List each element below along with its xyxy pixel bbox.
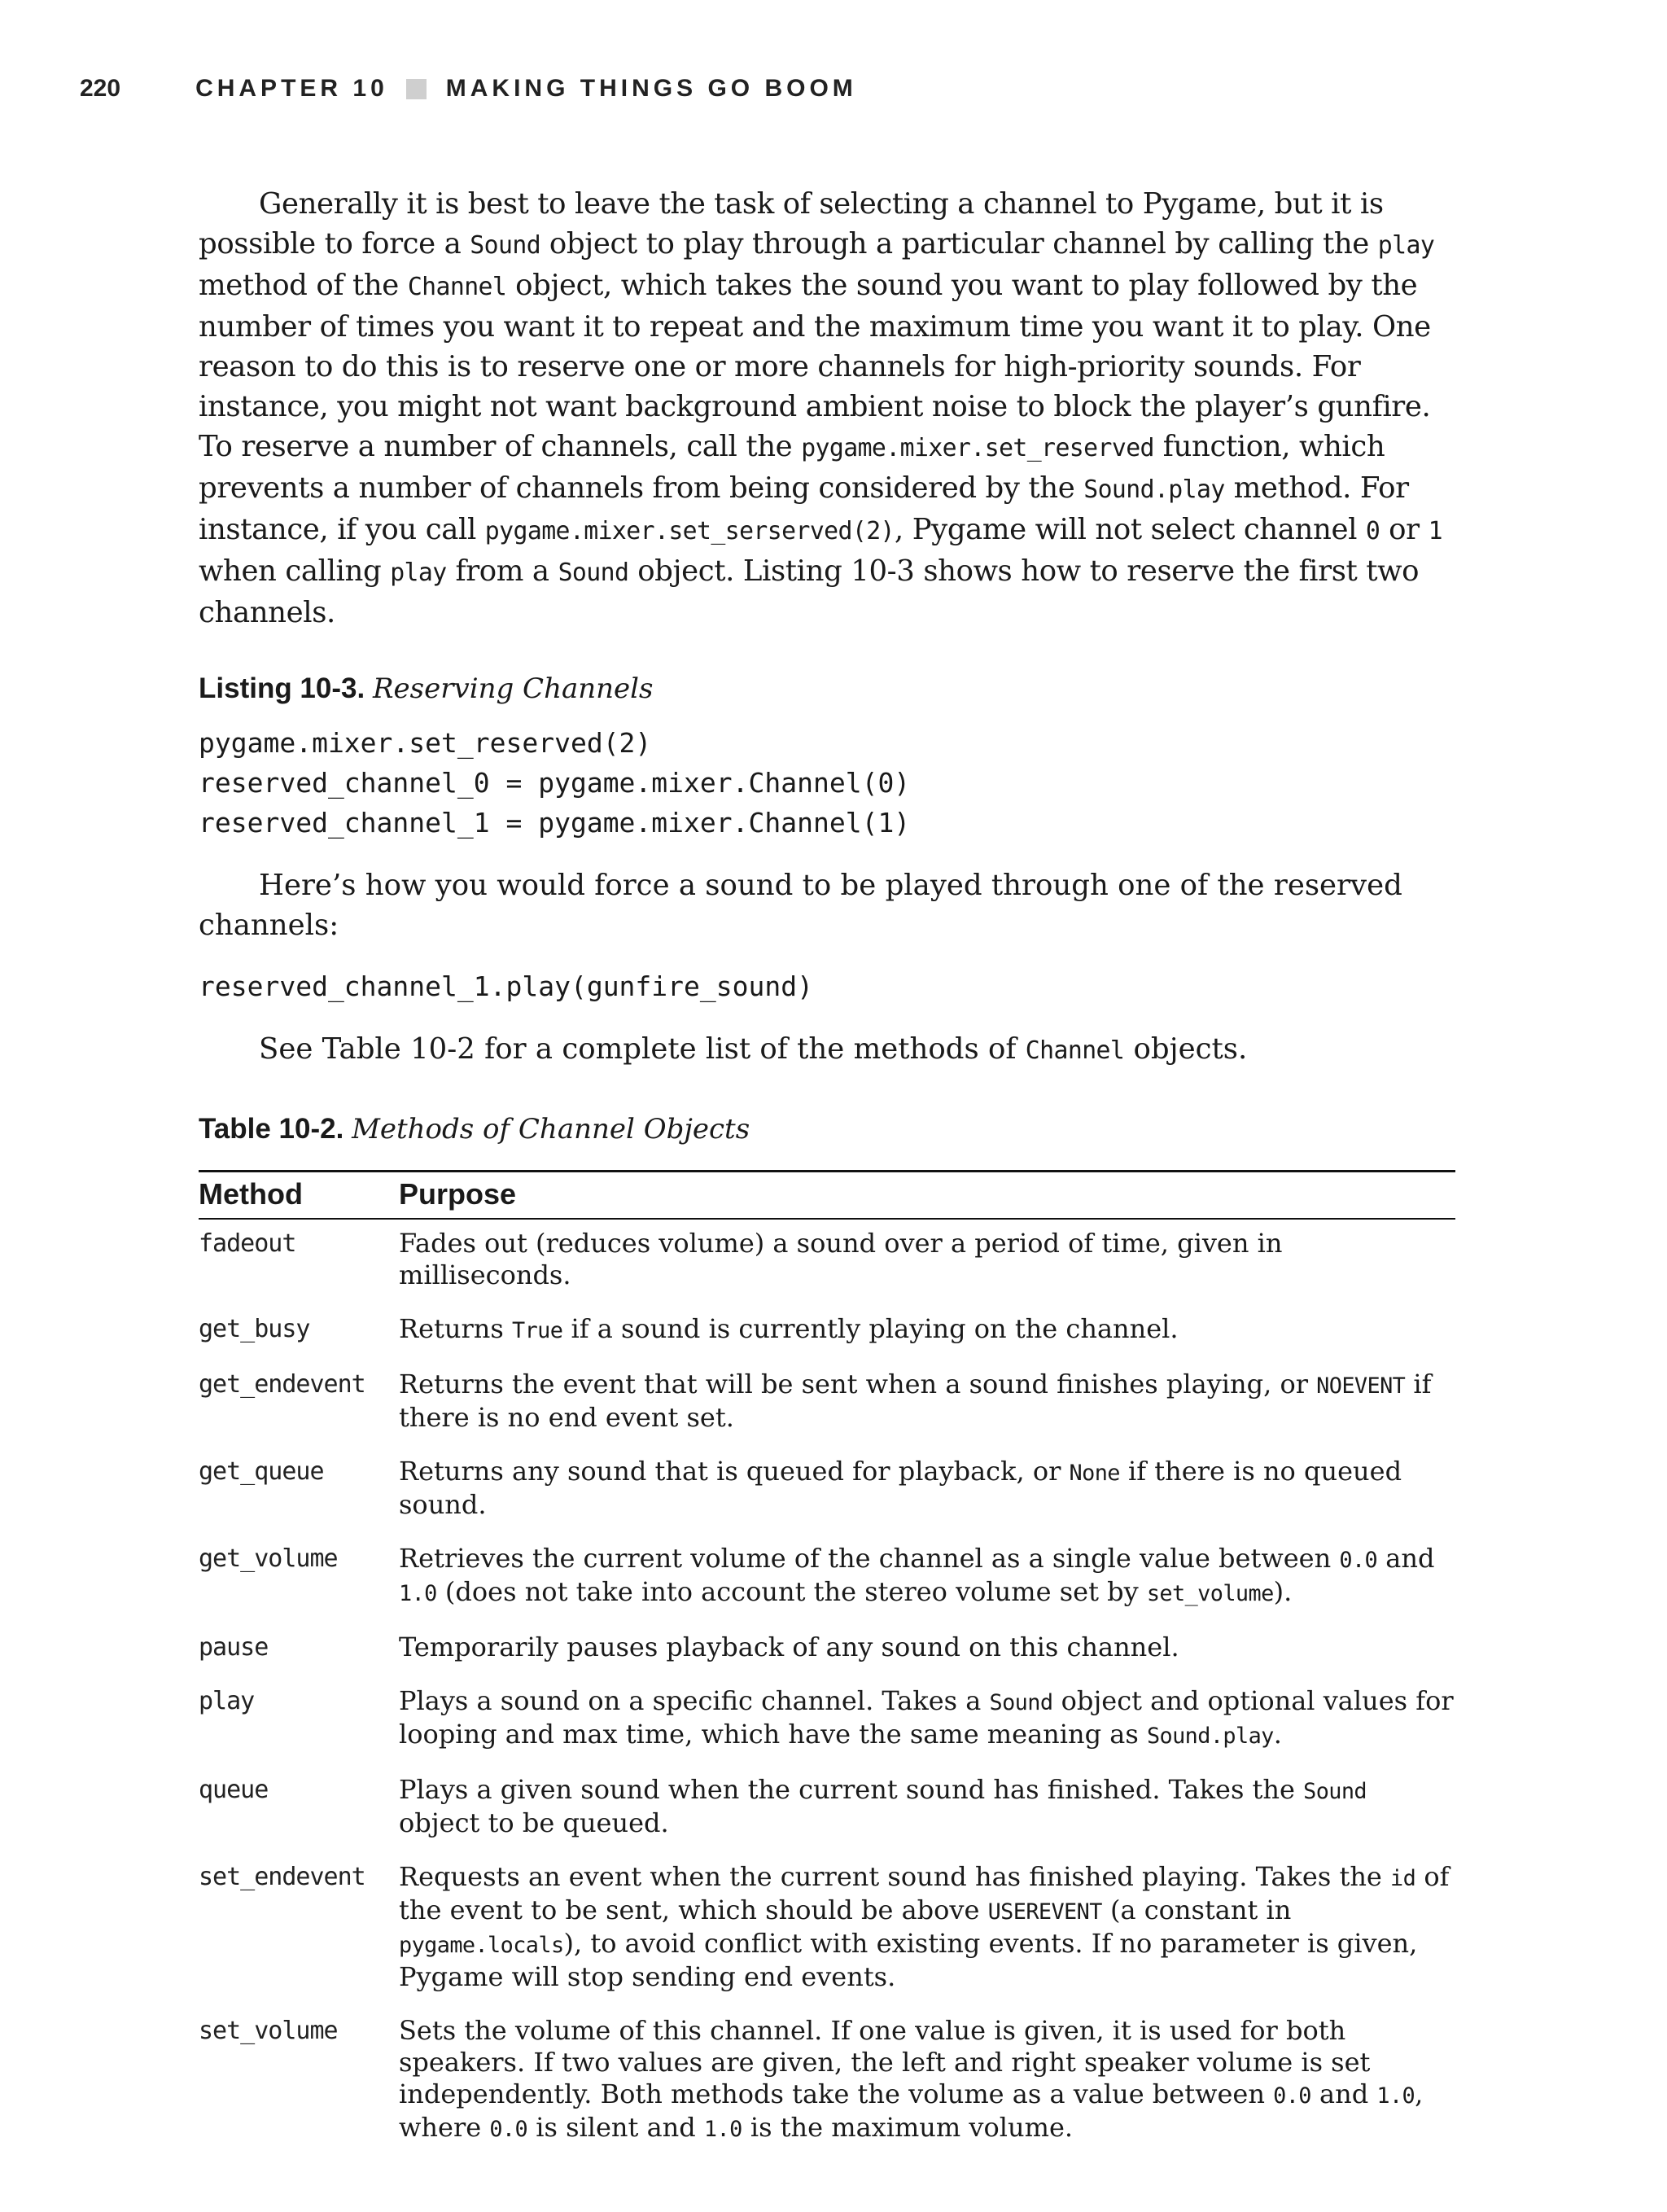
running-head [80, 75, 857, 103]
table-row [199, 2015, 1455, 2167]
force-sound-paragraph: Here’s how you would force a sound to be played through one of the reserved channels: [199, 869, 1402, 942]
chapter-label: CHAPTER 10 [195, 75, 388, 102]
table-row [199, 1685, 1455, 1774]
method-purpose: Plays a sound on a specific channel. Takes a Sound object and optional values for looping and max time, which have the same meaning as Sound.play. [399, 1685, 1454, 1750]
method-name: get_queue [199, 1457, 324, 1486]
table-row [199, 1369, 1455, 1456]
method-purpose: Requests an event when the current sound has finished playing. Takes the id of the event to be sent, which should be above USEREVENT (a constant in pygame.locals), to avoid conflict with existing events. If no parameter is given, Pygame will stop sending end events. [399, 1861, 1450, 1992]
chapter-title: MAKING THINGS GO BOOM [445, 75, 857, 102]
column-header-method: Method [199, 1172, 399, 1220]
method-purpose: Fades out (reduces volume) a sound over a period of time, given in milliseconds. [399, 1228, 1283, 1290]
method-name: get_volume [199, 1544, 338, 1573]
method-name: queue [199, 1776, 269, 1804]
table-header-row [199, 1172, 1455, 1220]
table-row [199, 1543, 1455, 1632]
page-number: 220 [80, 75, 121, 102]
method-name: set_volume [199, 2017, 338, 2045]
method-name: pause [199, 1633, 269, 1662]
method-name: fadeout [199, 1229, 296, 1258]
method-purpose: Plays a given sound when the current sound has finished. Takes the Sound object to be queued. [399, 1774, 1367, 1838]
table-reference-paragraph: See Table 10-2 for a complete list of the methods of Channel objects. [259, 1032, 1248, 1066]
table-row [199, 1456, 1455, 1543]
intro-paragraph: Generally it is best to leave the task of selecting a channel to Pygame, but it is possible to force a Sound object to play through a particular channel by calling the play method of the Channel object, which takes the sound you want to play followed by the number of times you want it to repeat and the maximum time you want it to play. One reason to do this is to reserve one or more channels for high-priority sounds. For instance, you might not want background ambient noise to block the player’s gunfire. To reserve a number of channels, call the pygame.mixer.set_reserved function, which prevents a number of channels from being considered by the Sound.play method. For instance, if you call pygame.mixer.set_serserved(2), Pygame will not select channel 0 or 1 when calling play from a Sound object. Listing 10-3 shows how to reserve the first two channels. [199, 187, 1442, 629]
code-line: pygame.mixer.set_reserved(2) [199, 727, 652, 759]
page-body [199, 184, 1455, 2167]
method-name: get_endevent [199, 1370, 365, 1399]
code-line: reserved_channel_1 = pygame.mixer.Channel(1) [199, 807, 911, 839]
code-line: reserved_channel_1.play(gunfire_sound) [199, 970, 813, 1002]
table-row [199, 1313, 1455, 1369]
method-name: set_endevent [199, 1863, 365, 1891]
method-purpose: Returns any sound that is queued for playback, or None if there is no queued sound. [399, 1456, 1402, 1520]
table-row [199, 1861, 1455, 2015]
method-name: play [199, 1687, 255, 1715]
column-header-purpose: Purpose [399, 1172, 1455, 1220]
code-line: reserved_channel_0 = pygame.mixer.Channel(0) [199, 767, 911, 799]
method-purpose: Returns the event that will be sent when a sound finishes playing, or NOEVENT if there is no end event set. [399, 1369, 1432, 1433]
listing-code [199, 723, 1455, 843]
methods-table [199, 1170, 1455, 2167]
method-name: get_busy [199, 1315, 310, 1343]
play-code [199, 966, 1455, 1006]
table-caption: Table 10-2. Methods of Channel Objects [199, 1113, 750, 1145]
method-purpose: Retrieves the current volume of the channel as a single value between 0.0 and 1.0 (does not take into account the stereo volume set by set_volume). [399, 1543, 1435, 1607]
listing-caption: Listing 10-3. Reserving Channels [199, 672, 654, 705]
table-row [199, 1774, 1455, 1861]
method-purpose: Temporarily pauses playback of any sound on this channel. [399, 1632, 1179, 1662]
method-purpose: Returns True if a sound is currently playing on the channel. [399, 1313, 1179, 1344]
table-row [199, 1219, 1455, 1313]
table-row [199, 1632, 1455, 1685]
method-purpose: Sets the volume of this channel. If one value is given, it is used for both speakers. If two values are given, the left and right speaker volume is set independently. Both methods take the volume as a value between 0.0 and 1.0, where 0.0 is silent and 1.0 is the maximum volume. [399, 2015, 1424, 2143]
separator-square-icon [406, 79, 427, 99]
